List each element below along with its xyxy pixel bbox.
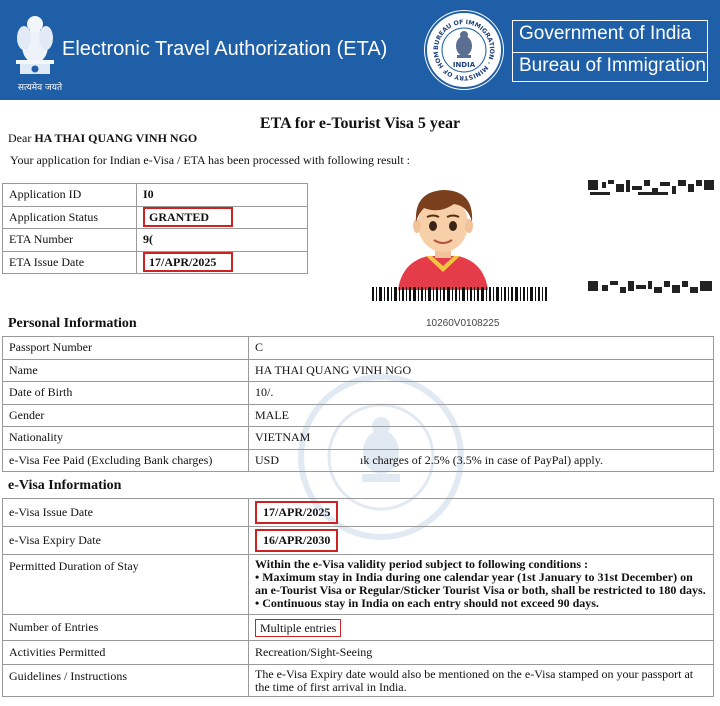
date-of-birth-value: 10/. xyxy=(249,382,714,405)
name-value: HA THAI QUANG VINH NGO xyxy=(249,359,714,382)
barcode-icon xyxy=(372,287,548,301)
eta-issue-date-text: 17/APR/2025 xyxy=(143,252,233,272)
fee-paid-value: USD ık charges of 2.5% (3.5% in case of PayPal) apply. xyxy=(249,449,714,472)
visa-issue-date-value: 17/APR/2025 xyxy=(255,501,338,524)
visa-info-heading: e-Visa Information xyxy=(8,478,122,493)
table-row xyxy=(3,184,308,207)
qr-code-top-icon xyxy=(588,180,714,196)
guidelines-label: Guidelines / Instructions xyxy=(3,665,249,697)
visa-expiry-date-value: 16/APR/2030 xyxy=(255,529,338,552)
eta-issue-date-value xyxy=(137,251,308,274)
table-row xyxy=(3,555,714,615)
duration-of-stay-value xyxy=(249,555,714,615)
visa-expiry-date-label: e-Visa Expiry Date xyxy=(3,527,249,555)
passport-number-value: C xyxy=(249,337,714,360)
immigration-seal-icon xyxy=(424,10,504,90)
table-row xyxy=(3,337,714,360)
application-status-value xyxy=(137,206,308,229)
visa-issue-date-cell xyxy=(249,499,714,527)
intro-text: Your application for Indian e-Visa / ETA has been processed with following result : xyxy=(10,153,411,167)
fee-paid-label: e-Visa Fee Paid (Excluding Bank charges) xyxy=(3,449,249,472)
gender-value: MALE xyxy=(249,404,714,427)
seal-country: INDIA xyxy=(452,61,476,69)
table-row xyxy=(3,641,714,665)
government-of-india: Government of India xyxy=(519,23,692,44)
eta-number-label: ETA Number xyxy=(3,229,137,252)
seal-ring-text: BUREAU OF IMMIGRATION · MINISTRY OF HOM xyxy=(432,18,496,82)
duration-of-stay-label: Permitted Duration of Stay xyxy=(3,555,249,615)
duration-condition-max-stay: • Maximum stay in India during one calendar year (1st January to 31st December) on an e-Tourist Visa or Regular/Sticker Tourist Visa or both, shall be restricted to 180 days. xyxy=(255,570,706,597)
personal-info-table xyxy=(2,336,714,472)
applicant-name: HA THAI QUANG VINH NGO xyxy=(34,131,198,145)
personal-info-heading: Personal Information xyxy=(8,316,137,331)
duration-condition-continuous: • Continuous stay in India on each entry should not exceed 90 days. xyxy=(255,596,599,610)
eta-issue-date-label: ETA Issue Date xyxy=(3,251,137,274)
bureau-of-immigration: Bureau of Immigration xyxy=(513,52,707,77)
visa-issue-date-label: e-Visa Issue Date xyxy=(3,499,249,527)
eta-number-value xyxy=(137,229,308,252)
table-row xyxy=(3,615,714,641)
national-motto: सत्यमेव जयते xyxy=(17,83,63,93)
nationality-label: Nationality xyxy=(3,427,249,450)
table-row xyxy=(3,499,714,527)
table-row xyxy=(3,449,714,472)
barcode-number: 10260V0108225 xyxy=(426,318,500,329)
greeting xyxy=(8,131,197,146)
activities-label: Activities Permitted xyxy=(3,641,249,665)
guidelines-value: The e-Visa Expiry date would also be mentioned on the e-Visa stamped on your passport at the time of first arrival in India. xyxy=(249,665,714,697)
header-banner xyxy=(0,0,720,100)
passport-number-label: Passport Number xyxy=(3,337,249,360)
application-id-value xyxy=(137,184,308,207)
greeting-prefix: Dear xyxy=(8,131,32,145)
entries-label: Number of Entries xyxy=(3,615,249,641)
table-row xyxy=(3,359,714,382)
application-table xyxy=(2,183,308,274)
name-label: Name xyxy=(3,359,249,382)
table-row xyxy=(3,427,714,450)
table-row xyxy=(3,665,714,697)
table-row xyxy=(3,382,714,405)
banner-title: Electronic Travel Authorization (ETA) xyxy=(62,38,388,60)
table-row xyxy=(3,251,308,274)
eta-number-text: 9( xyxy=(143,232,153,247)
entries-cell xyxy=(249,615,714,641)
applicant-photo xyxy=(388,180,498,290)
document-title: ETA for e-Tourist Visa 5 year xyxy=(259,115,461,132)
application-status-label: Application Status xyxy=(3,206,137,229)
entries-value: Multiple entries xyxy=(255,619,341,637)
table-row xyxy=(3,229,308,252)
duration-condition-intro: Within the e-Visa validity period subject to following conditions : xyxy=(255,557,589,571)
qr-code-bottom-icon xyxy=(588,281,714,295)
nationality-value: VIETNAM xyxy=(249,427,714,450)
table-row xyxy=(3,404,714,427)
national-emblem-icon xyxy=(12,8,63,93)
table-row xyxy=(3,527,714,555)
status-badge: GRANTED xyxy=(143,207,233,227)
government-box xyxy=(512,20,708,82)
application-id-text: I0 xyxy=(143,187,154,202)
activities-value: Recreation/Sight-Seeing xyxy=(249,641,714,665)
gender-label: Gender xyxy=(3,404,249,427)
visa-expiry-date-cell xyxy=(249,527,714,555)
application-id-label: Application ID xyxy=(3,184,137,207)
date-of-birth-label: Date of Birth xyxy=(3,382,249,405)
visa-info-table xyxy=(2,498,714,697)
table-row xyxy=(3,206,308,229)
